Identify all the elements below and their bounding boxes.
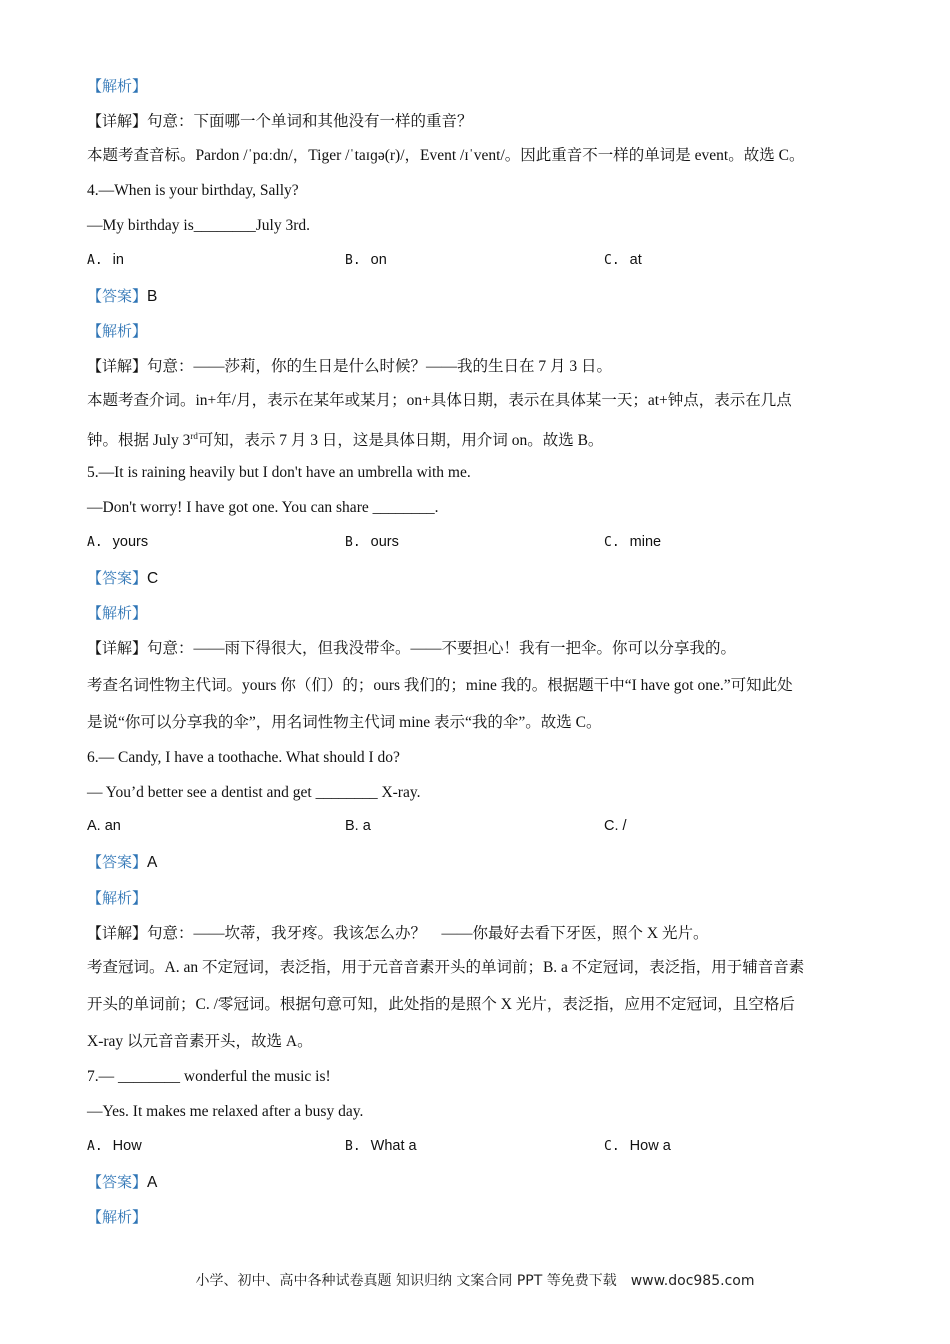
question-4-reply: —My birthday is________July 3rd. (87, 217, 311, 234)
q5-option-a: A. yours (87, 534, 149, 550)
q4-explanation-2: 钟。根据 July 3rd可知，表示 7 月 3 日，这是具体日期，用介词 on。故选 B。 (87, 431, 604, 450)
q5-explanation-1: 考查名词性物主代词。yours 你（们）的；ours 我们的；mine 我的。根据题干中“I have got one.”可知此处 (87, 677, 793, 694)
q7-answer: 【答案】A (87, 1173, 158, 1191)
q5-option-b: B. ours (345, 534, 399, 550)
q6-explanation-1: 考查冠词。A. an 不定冠词，表泛指，用于元音音素开头的单词前；B. a 不定冠词，表泛指，用于辅音音素 (87, 959, 805, 976)
detail-line: 【详解】句意：下面哪一个单词和其他没有一样的重音？ (87, 112, 473, 130)
q4-analysis-heading: 【解析】 (87, 322, 148, 340)
q5-answer: 【答案】C (87, 569, 159, 587)
page-footer: 小学、初中、高中各种试卷真题 知识归纳 文案合同 PPT 等免费下载 www.doc985.com (195, 1273, 755, 1289)
q6-option-a: A. an (87, 818, 121, 834)
q6-explanation-3: X-ray 以元音音素开头，故选 A。 (87, 1033, 313, 1050)
q7-option-c: C. How a (604, 1138, 671, 1154)
q5-detail: 【详解】句意：——雨下得很大，但我没带伞。——不要担心！我有一把伞。你可以分享我的。 (87, 639, 737, 657)
q7-option-a: A. How (87, 1138, 142, 1154)
q6-analysis-heading: 【解析】 (87, 889, 148, 907)
q4-explanation-1: 本题考查介词。in+年/月，表示在某年或某月；on+具体日期，表示在具体某一天；at+钟点，表示在几点 (87, 392, 792, 409)
question-5-prompt: 5.—It is raining heavily but I don't have an umbrella with me. (87, 464, 471, 481)
q7-option-b: B. What a (345, 1138, 417, 1154)
q6-detail: 【详解】句意：——坎蒂，我牙疼。我该怎么办？ ——你最好去看下牙医，照个 X 光片。 (87, 924, 709, 942)
q6-explanation-2: 开头的单词前；C. /零冠词。根据句意可知，此处指的是照个 X 光片，表泛指，应用不定冠词，且空格后 (87, 996, 795, 1013)
q4-option-a: A. in (87, 252, 124, 268)
question-4-prompt: 4.—When is your birthday, Sally? (87, 182, 299, 199)
q4-answer: 【答案】B (87, 287, 158, 305)
question-6-prompt: 6.— Candy, I have a toothache. What should I do? (87, 749, 400, 766)
q5-option-c: C. mine (604, 534, 662, 550)
q4-option-c: C. at (604, 252, 642, 268)
question-6-reply: — You’d better see a dentist and get ________ X-ray. (87, 784, 421, 801)
q6-option-c: C. / (604, 818, 627, 834)
q6-option-b: B. a (345, 818, 371, 834)
q4-detail: 【详解】句意：——莎莉，你的生日是什么时候？——我的生日在 7 月 3 日。 (87, 357, 613, 375)
q7-analysis-heading: 【解析】 (87, 1208, 148, 1226)
question-5-reply: —Don't worry! I have got one. You can share ________. (87, 499, 439, 516)
q5-analysis-heading: 【解析】 (87, 604, 148, 622)
question-7-prompt: 7.— ________ wonderful the music is! (87, 1068, 331, 1085)
analysis-heading: 【解析】 (87, 77, 148, 95)
question-7-reply: —Yes. It makes me relaxed after a busy day. (87, 1103, 364, 1120)
q4-option-b: B. on (345, 252, 387, 268)
q5-explanation-2: 是说“你可以分享我的伞”，用名词性物主代词 mine 表示“我的伞”。故选 C。 (87, 714, 602, 731)
explanation-line: 本题考查音标。Pardon /ˈpɑːdn/，Tiger /ˈtaɪɡə(r)/，Event /ɪˈvent/。因此重音不一样的单词是 event。故选 C。 (87, 147, 805, 164)
q6-answer: 【答案】A (87, 853, 158, 871)
